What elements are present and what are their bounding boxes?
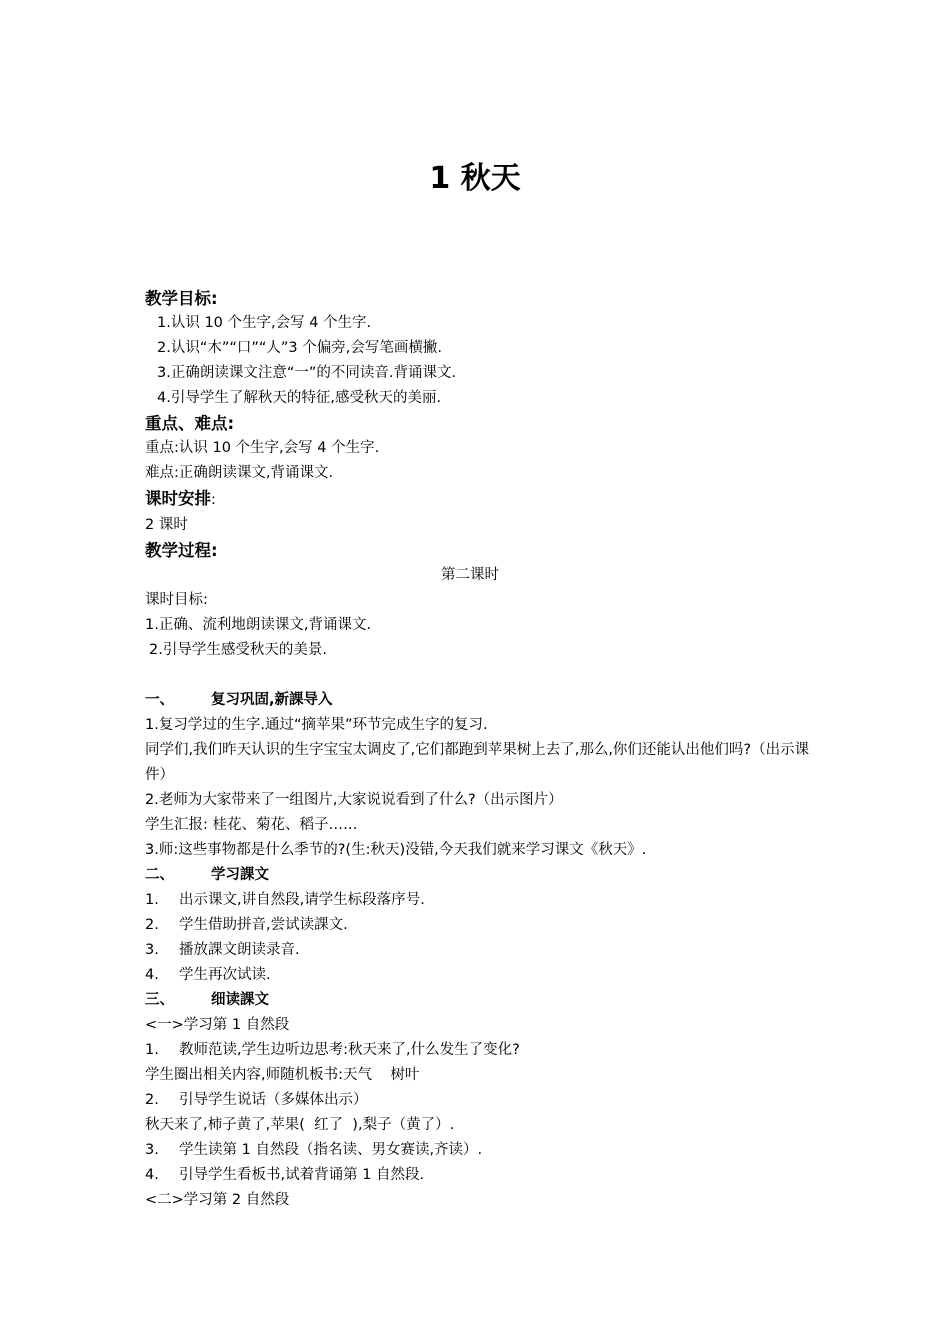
- section-text: 1.复习学过的生字.通过“摘苹果”环节完成生字的复习.: [145, 717, 488, 733]
- document-body: [145, 286, 825, 1213]
- heading-schedule: 课时安排: [145, 489, 211, 508]
- section-number: 三、: [145, 992, 174, 1008]
- list-item-number: 2.: [145, 1092, 159, 1108]
- list-item-number: 1.: [145, 892, 159, 908]
- list-item-number: 2.: [145, 917, 159, 933]
- list-item-number: 3.: [145, 1142, 159, 1158]
- subsection-heading: <二>学习第 2 自然段: [145, 1192, 290, 1208]
- lesson-goal-item: 1.正确、流利地朗读课文,背诵课文.: [145, 617, 372, 633]
- section-text: 学生圈出相关内容,师随机板书:天气 树叶: [145, 1067, 420, 1083]
- blank-line: [145, 663, 825, 688]
- list-item: [145, 1038, 825, 1063]
- objective-item: 3.正确朗读课文注意“一”的不同读音.背诵课文.: [157, 365, 457, 381]
- list-item: [145, 913, 825, 938]
- list-item: [145, 888, 825, 913]
- section-title: 学习課文: [211, 867, 269, 883]
- section-heading-3: [145, 988, 825, 1013]
- subsection-heading: <一>学习第 1 自然段: [145, 1017, 290, 1033]
- list-item-number: 1.: [145, 1042, 159, 1058]
- heading-process: 教学过程:: [145, 541, 218, 560]
- heading-schedule-colon: :: [211, 492, 216, 508]
- section-text: 秋天来了,柿子黄了,苹果( 红了 ),梨子（黄了）.: [145, 1117, 455, 1133]
- section-text: 同学们,我们昨天认识的生字宝宝太调皮了,它们都跑到苹果树上去了,那么,你们还能认出他们吗?（出示课件）: [145, 742, 810, 783]
- section-title: 细读課文: [211, 992, 269, 1008]
- lesson-goal-item: 2.引导学生感受秋天的美景.: [149, 642, 327, 658]
- list-item-text: 引导学生看板书,试着背诵第 1 自然段.: [179, 1167, 425, 1183]
- key-point-text: 重点:认识 10 个生字,会写 4 个生字.: [145, 440, 380, 456]
- list-item-text: 学生读第 1 自然段（指名读、男女赛读,齐读）.: [179, 1142, 483, 1158]
- lesson-goal-label: 课时目标:: [145, 592, 208, 608]
- list-item-number: 4.: [145, 1167, 159, 1183]
- list-item: [145, 1138, 825, 1163]
- difficulty-text: 难点:正确朗读课文,背诵课文.: [145, 465, 334, 481]
- list-item: [145, 963, 825, 988]
- lesson-label: 第二课时: [441, 567, 499, 583]
- list-item-number: 4.: [145, 967, 159, 983]
- section-heading-1: [145, 688, 825, 713]
- list-item: [145, 938, 825, 963]
- list-item-text: 学生借助拼音,尝试读課文.: [179, 917, 348, 933]
- section-text: 2.老师为大家带来了一组图片,大家说说看到了什么?（出示图片）: [145, 792, 563, 808]
- objective-item: 1.认识 10 个生字,会写 4 个生字.: [157, 315, 372, 331]
- schedule-value: 2 课时: [145, 517, 188, 533]
- list-item-text: 播放課文朗读录音.: [179, 942, 300, 958]
- section-heading-2: [145, 863, 825, 888]
- heading-objectives: 教学目标:: [145, 289, 218, 308]
- list-item: [145, 1088, 825, 1113]
- list-item-text: 教师范读,学生边听边思考:秋天来了,什么发生了变化?: [179, 1042, 520, 1058]
- section-title: 复习巩固,新課导入: [211, 692, 333, 708]
- document-title: 1 秋天: [429, 161, 521, 196]
- list-item-text: 引导学生说话（多媒体出示）: [179, 1092, 368, 1108]
- list-item-text: 出示课文,讲自然段,请学生标段落序号.: [179, 892, 425, 908]
- section-number: 一、: [145, 692, 174, 708]
- section-number: 二、: [145, 867, 174, 883]
- heading-key-points: 重点、难点:: [145, 414, 235, 433]
- objective-item: 4.引导学生了解秋天的特征,感受秋天的美丽.: [157, 390, 442, 406]
- section-text: 3.师:这些事物都是什么季节的?(生:秋天)没错,今天我们就来学习课文《秋天》.: [145, 842, 647, 858]
- section-text: 学生汇报: 桂花、菊花、稻子……: [145, 817, 358, 833]
- list-item-text: 学生再次试读.: [179, 967, 271, 983]
- objective-item: 2.认识“木”“口”“人”3 个偏旁,会写笔画横撇.: [157, 340, 442, 356]
- list-item: [145, 1163, 825, 1188]
- heading-schedule-line: [145, 486, 825, 513]
- list-item-number: 3.: [145, 942, 159, 958]
